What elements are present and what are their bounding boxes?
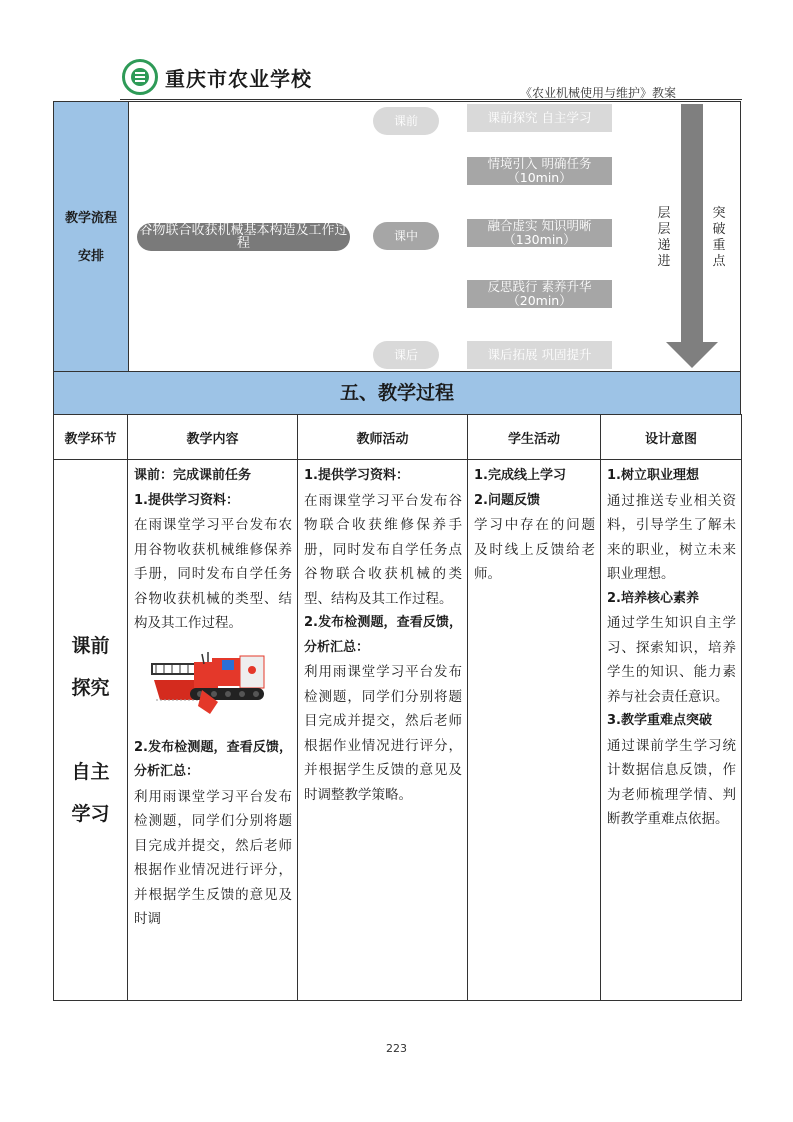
step-box	[467, 219, 612, 247]
col-header: 学生活动	[468, 415, 601, 460]
teacher-item-text: 在雨课堂学习平台发布谷物联合收获维修保养手册，同时发布自学任务点谷物联合收获机械的类型、结构及其工作过程。	[304, 492, 462, 607]
col-header: 设计意图	[601, 415, 742, 460]
content-cell	[128, 460, 298, 1001]
step-box	[467, 157, 612, 185]
stage-line: 学习	[71, 803, 110, 825]
stage-pill-after: 课后	[373, 341, 439, 369]
stage-pill-during: 课中	[373, 222, 439, 250]
step-title: 反思践行 素养升华	[487, 279, 592, 294]
step-title: 课前探究 自主学习	[487, 110, 592, 125]
step-time: （20min）	[507, 293, 572, 308]
flow-label-line2: 安排	[77, 249, 104, 264]
content-heading: 课前：完成课前任务	[134, 468, 252, 483]
intent-item-text: 通过学生知识自主学习、探索知识，培养学生的知识、能力素养与社会责任意识。	[607, 615, 736, 705]
teacher-item-text: 利用雨课堂学习平台发布检测题，同学们分别将题目完成并提交，然后老师根据作业情况进行评分，并根据学生反馈的意见及时调整教学策略。	[304, 664, 462, 803]
step-title: 课后拓展 巩固提升	[487, 347, 592, 362]
stage-line: 课前	[71, 635, 110, 657]
stage-line: 自主	[71, 761, 110, 783]
col-header: 教学环节	[54, 415, 128, 460]
page-number: 223	[386, 1042, 407, 1055]
col-header: 教学内容	[128, 415, 298, 460]
section-title: 五、教学过程	[53, 371, 741, 415]
content-item-text: 在雨课堂学习平台发布农用谷物收获机械维修保养手册，同时发布自学任务谷物收获机械的类型、结构及其工作过程。	[134, 517, 292, 631]
col-header: 教师活动	[298, 415, 468, 460]
progress-arrow-icon	[681, 104, 703, 346]
step-time: （130min）	[503, 232, 576, 247]
student-cell	[468, 460, 601, 1001]
arrow-head-icon	[666, 342, 718, 368]
table-header-row	[54, 415, 742, 460]
intent-item-text: 通过推送专业相关资料，引导学生了解未来的职业，树立未来职业理想。	[607, 492, 736, 582]
content-item-title: 2.发布检测题，查看反馈，分析汇总：	[134, 739, 292, 779]
main-topic-pill: 谷物联合收获机械基本构造及工作过程	[137, 223, 350, 251]
stage-pill-before: 课前	[373, 107, 439, 135]
content-item-text: 利用雨课堂学习平台发布检测题，同学们分别将题目完成并提交，然后老师根据作业情况进行评分，并根据学生反馈的意见及时调	[134, 788, 292, 927]
step-box	[467, 104, 612, 132]
teacher-item-title: 1.提供学习资料：	[304, 468, 409, 483]
step-title: 情境引入 明确任务	[487, 156, 592, 171]
step-box	[467, 280, 612, 308]
step-box	[467, 341, 612, 369]
combine-harvester-image	[150, 650, 274, 724]
school-logo-icon	[122, 59, 158, 95]
flow-label-line1: 教学流程	[64, 211, 117, 226]
arrow-label-left: 层层递进	[657, 206, 671, 269]
flow-label	[54, 200, 128, 276]
intent-item-title: 3.教学重难点突破	[607, 713, 712, 728]
stage-line: 探究	[71, 677, 110, 699]
student-item-title: 1.完成线上学习	[474, 468, 566, 483]
intent-item-title: 1.树立职业理想	[607, 468, 699, 483]
arrow-label-right: 突破重点	[712, 206, 726, 269]
document-title: 《农业机械使用与维护》教案	[520, 86, 677, 100]
step-time: （10min）	[507, 170, 572, 185]
process-table	[53, 414, 742, 1001]
table-row	[54, 460, 742, 1001]
school-name: 重庆市农业学校	[165, 67, 312, 91]
step-title: 融合虚实 知识明晰	[487, 218, 592, 233]
student-item-text: 学习中存在的问题及时线上反馈给老师。	[474, 517, 595, 582]
content-item-title: 1.提供学习资料：	[134, 492, 239, 508]
intent-item-text: 通过课前学生学习统计数据信息反馈，作为老师梳理学情、判断教学重难点依据。	[607, 737, 736, 827]
header-divider	[120, 99, 742, 100]
intent-item-title: 2.培养核心素养	[607, 590, 699, 606]
teacher-cell	[298, 460, 468, 1001]
intent-cell	[601, 460, 742, 1001]
student-item-title: 2.问题反馈	[474, 492, 540, 508]
stage-cell	[54, 460, 128, 1001]
teacher-item-title: 2.发布检测题，查看反馈，分析汇总：	[304, 615, 462, 655]
